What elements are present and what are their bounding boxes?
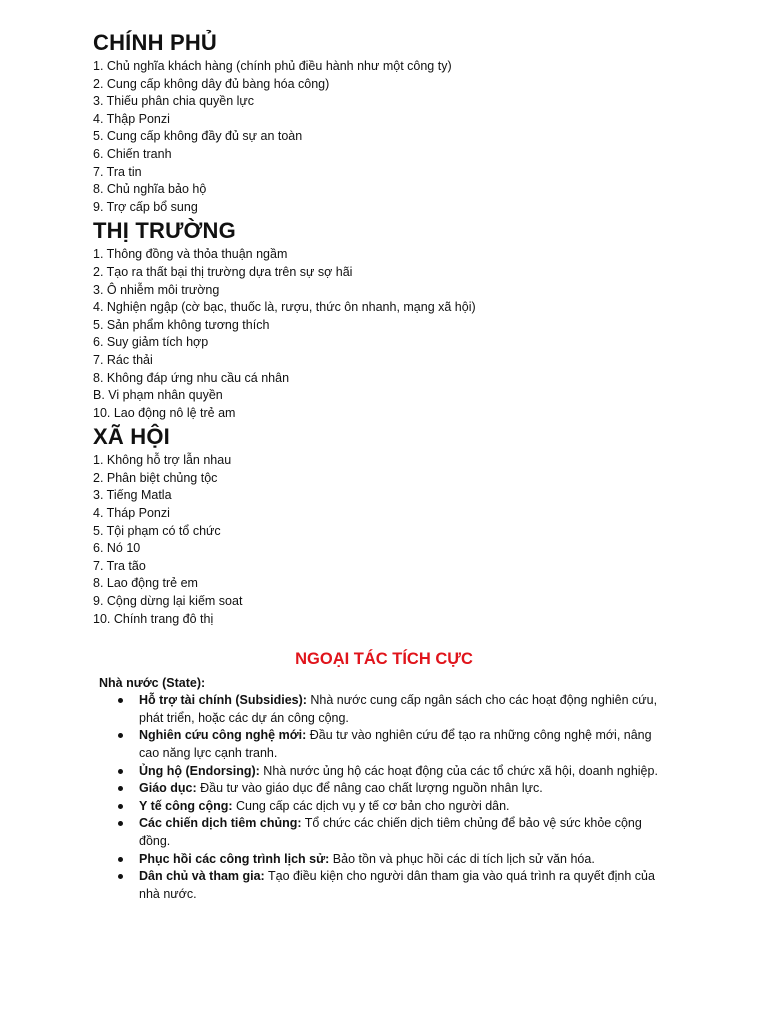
bullet-term: Hỗ trợ tài chính (Subsidies): [139, 693, 307, 708]
list-item: 6. Suy giảm tích hợp [93, 335, 209, 350]
bullet-term: Giáo dục: [139, 781, 197, 796]
list-item: 9. Cộng dừng lại kiếm soat [93, 594, 243, 609]
list-item: 7. Rác thải [93, 352, 153, 367]
list-item [139, 815, 669, 850]
bullet-icon [118, 769, 123, 774]
list-item [139, 692, 669, 727]
list-item: 4. Tháp Ponzi [93, 506, 170, 521]
bullet-icon [118, 857, 123, 862]
state-heading [93, 674, 693, 692]
society-list [93, 452, 693, 628]
list-item: 7. Tra tin [93, 164, 142, 179]
list-item: 4. Nghiện ngập (cờ bạc, thuốc là, rượu, thức ôn nhanh, mạng xã hội) [93, 300, 476, 315]
bullet-term: Dân chủ và tham gia: [139, 869, 265, 884]
list-item: 5. Tội phạm có tổ chức [93, 523, 221, 538]
list-item: B. Vi phạm nhân quyền [93, 388, 223, 403]
bullet-icon [118, 874, 123, 879]
list-item: 2. Tạo ra thất bại thị trường dựa trên sự sợ hãi [93, 264, 353, 279]
list-item: 1. Chủ nghĩa khách hàng (chính phủ điều hành như một công ty) [93, 59, 452, 73]
positive-externalities-title: NGOẠI TÁC TÍCH CỰC [295, 650, 473, 669]
bullet-term: Phục hồi các công trình lịch sử: [139, 851, 330, 866]
list-item [139, 727, 669, 762]
bullet-text: Đầu tư vào giáo dục để nâng cao chất lượng nguồn nhân lực. [196, 781, 543, 796]
list-item: 1. Thông đồng và thỏa thuận ngầm [93, 247, 288, 262]
bullet-text: Cung cấp các dịch vụ y tế cơ bản cho người dân. [232, 798, 510, 813]
bullet-text: Nhà nước ủng hộ các hoạt động của các tổ chức xã hội, doanh nghiệp. [259, 763, 658, 778]
list-item: 5. Sản phẩm không tương thích [93, 317, 270, 332]
bullet-icon [118, 821, 123, 826]
bullet-text: Bảo tồn và phục hồi các di tích lịch sử văn hóa. [329, 851, 595, 866]
list-item: 10. Lao động nô lệ trẻ am [93, 405, 236, 420]
heading-society: XÃ HỘI [93, 424, 170, 450]
state-label: Nhà nước (State): [99, 676, 206, 691]
list-item: 9. Trợ cấp bổ sung [93, 199, 198, 214]
bullet-icon [118, 733, 123, 738]
bullet-term: Ủng hộ (Endorsing): [139, 763, 260, 778]
list-item: 8. Không đáp ứng nhu cầu cá nhân [93, 370, 290, 385]
state-bullet-list [93, 692, 669, 903]
heading-government: CHÍNH PHỦ [93, 30, 218, 55]
list-item: 10. Chính trang đô thị [93, 611, 214, 626]
bullet-text: Đầu tư vào nghiên cứu để tạo ra những công nghệ mới, nâng cao năng lực cạnh tranh. [139, 728, 652, 760]
document-content [93, 28, 693, 903]
list-item: 3. Tiếng Matla [93, 488, 172, 503]
list-item: 2. Cung cấp không dây đủ bàng hóa công) [93, 76, 330, 91]
list-item [139, 851, 669, 869]
list-item: 5. Cung cấp không đầy đủ sự an toàn [93, 129, 303, 144]
bullet-icon [118, 786, 123, 791]
list-item: 4. Thập Ponzi [93, 111, 170, 126]
heading-market: THỊ TRƯỜNG [93, 218, 236, 244]
list-item: 6. Chiến tranh [93, 146, 172, 161]
bullet-term: Các chiến dịch tiêm chủng: [139, 816, 302, 831]
list-item: 8. Lao động trẻ em [93, 576, 198, 591]
list-item [139, 868, 669, 903]
bullet-text: Tổ chức các chiến dịch tiêm chủng để bảo vệ sức khỏe cộng đồng. [139, 816, 642, 848]
list-item [139, 763, 669, 781]
list-item: 3. Ô nhiễm môi trường [93, 282, 220, 297]
bullet-term: Nghiên cứu công nghệ mới: [139, 728, 307, 743]
bullet-text: Nhà nước cung cấp ngân sách cho các hoạt động nghiên cứu, phát triển, hoặc các dự án công cộng. [139, 693, 658, 725]
list-item: 8. Chủ nghĩa bảo hộ [93, 182, 207, 197]
market-list [93, 246, 693, 422]
list-item [139, 798, 669, 816]
list-item: 2. Phân biệt chủng tộc [93, 470, 218, 485]
list-item: 3. Thiếu phân chia quyền lực [93, 94, 255, 109]
bullet-icon [118, 804, 123, 809]
list-item: 7. Tra tão [93, 558, 146, 573]
list-item [139, 780, 669, 798]
bullet-term: Y tế công cộng: [139, 798, 233, 813]
bullet-icon [118, 698, 123, 703]
bullet-text: Tạo điều kiện cho người dân tham gia vào quá trình ra quyết định của nhà nước. [139, 869, 655, 901]
list-item: 6. Nó 10 [93, 541, 141, 556]
list-item: 1. Không hỗ trợ lẫn nhau [93, 453, 232, 468]
government-list [93, 58, 693, 216]
